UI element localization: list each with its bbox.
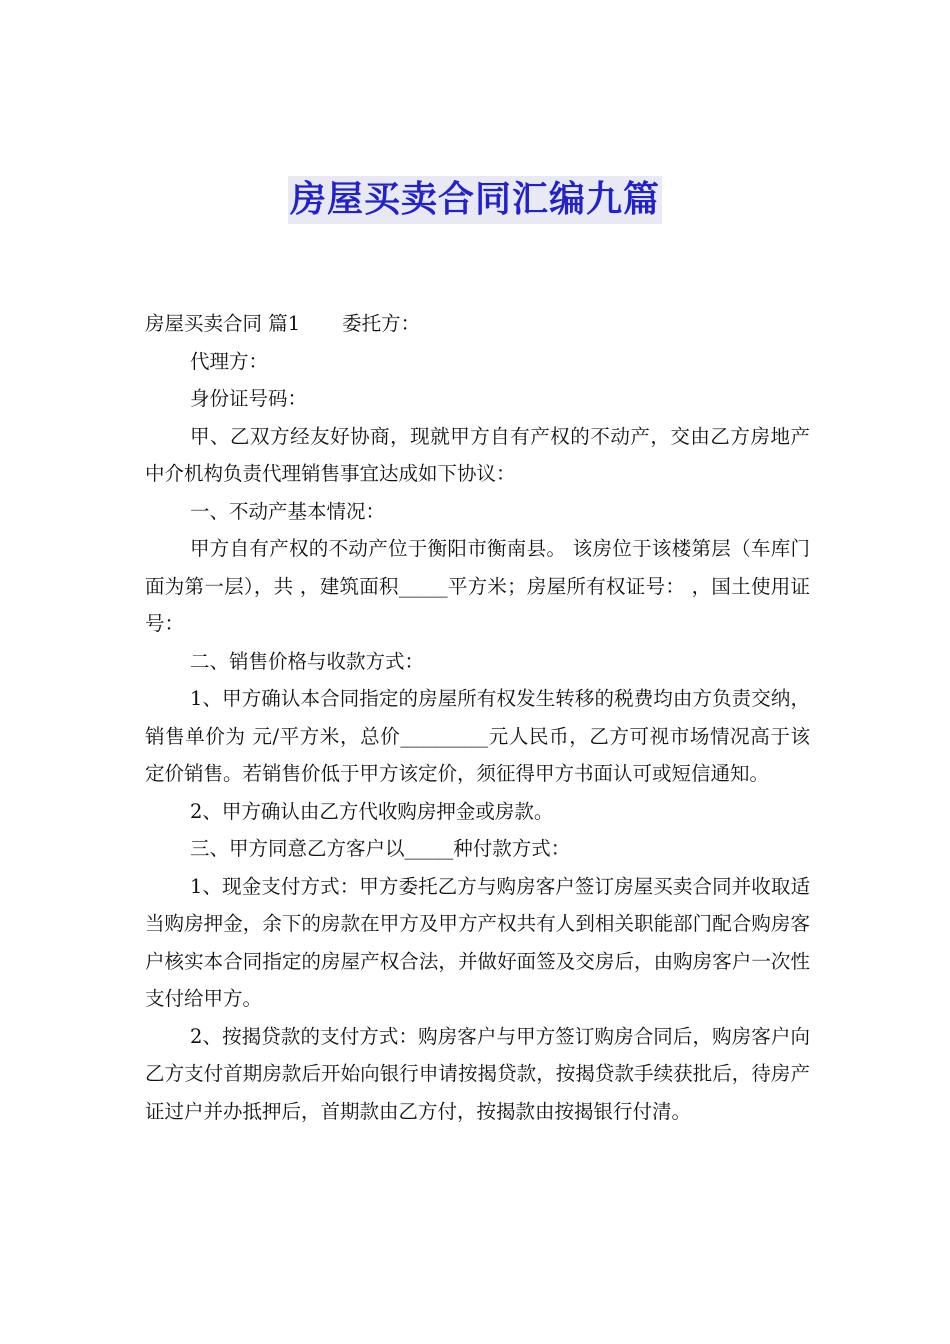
section-heading: 一、不动产基本情况：: [190, 499, 386, 523]
section-heading: 二、销售价格与收款方式：: [190, 649, 425, 673]
paragraph: 身份证号码：: [190, 387, 308, 410]
paragraph: 2、甲方确认由乙方代收购房押金或房款。: [190, 799, 554, 823]
paragraph: 代理方：: [190, 349, 269, 373]
title-container: [0, 176, 950, 224]
section-heading: 三、甲方同意乙方客户以_____种付款方式：: [190, 837, 571, 860]
paragraph: 甲、乙双方经友好协商，现就甲方自有产权的不动产，交由乙方房地产中介机构负责代理销售事宜达成如下协议：: [145, 424, 810, 485]
contract-heading: 房屋买卖合同 篇1: [145, 312, 301, 335]
paragraph: 1、现金支付方式：甲方委托乙方与购房客户签订房屋买卖合同并收取适当购房押金，余下的房款在甲方及甲方产权共有人到相关职能部门配合购房客户核实本合同指定的房屋产权合法，并做好面签及交房后，由购房客户一次性支付给甲方。: [145, 874, 810, 1010]
paragraph: 甲方自有产权的不动产位于衡阳市衡南县。 该房位于该楼第层（车库门面为第一层），共 ，建筑面积_____平方米；房屋所有权证号： ，国土使用证号：: [145, 537, 810, 635]
contract-heading-line: [145, 305, 810, 343]
document-title: 房屋买卖合同汇编九篇: [288, 176, 662, 224]
client-label: 委托方：: [342, 312, 421, 335]
paragraph: 2、按揭贷款的支付方式：购房客户与甲方签订购房合同后，购房客户向乙方支付首期房款后开始向银行申请按揭贷款，按揭贷款手续获批后，待房产证过户并办抵押后，首期款由乙方付，按揭款由按揭银行付清。: [145, 1024, 810, 1123]
paragraph: 1、甲方确认本合同指定的房屋所有权发生转移的税费均由方负责交纳，销售单价为 元/平方米，总价_________元人民币，乙方可视市场情况高于该定价销售。若销售价低于甲方该定价，须征得甲方书面认可或短信通知。: [145, 687, 810, 785]
document-body: [145, 305, 810, 1130]
